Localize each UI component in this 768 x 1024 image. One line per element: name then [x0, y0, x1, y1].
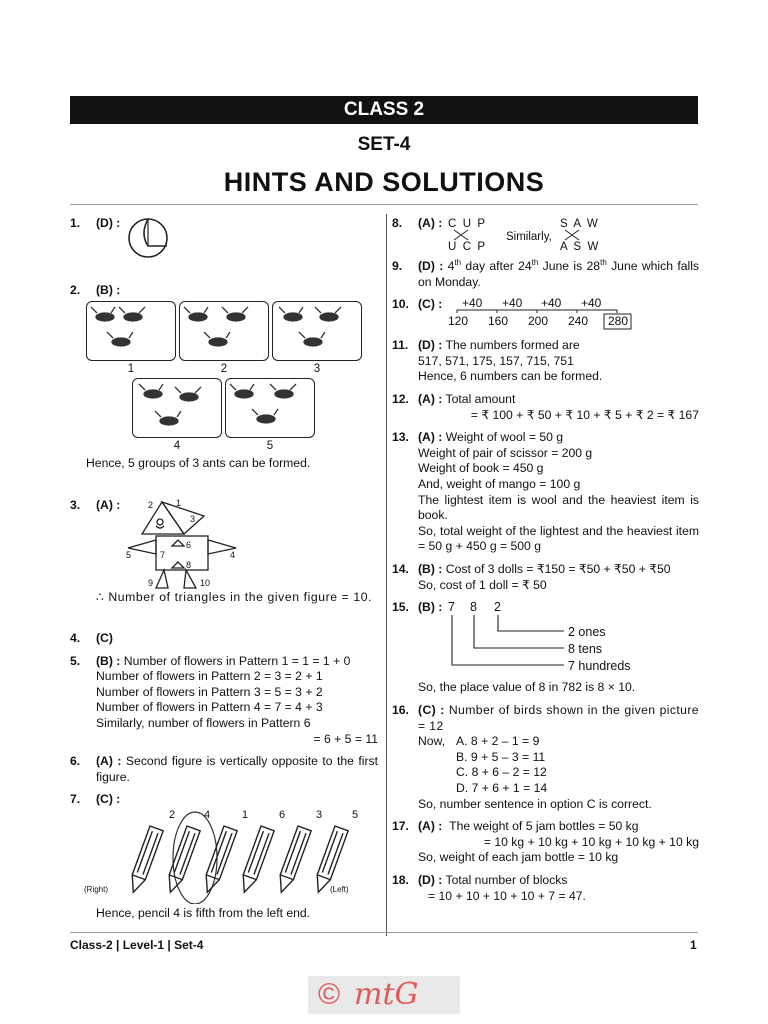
- word-top: C U P: [448, 218, 486, 230]
- answer-key: (D) :: [418, 338, 443, 353]
- fig-label: 4: [230, 550, 236, 560]
- ant-group-box: [132, 378, 222, 438]
- answer-key: (B) :: [418, 561, 443, 576]
- class-label: CLASS 2: [343, 99, 425, 120]
- solution-line: The numbers formed are: [445, 338, 580, 353]
- fig-label: 9: [148, 578, 154, 588]
- question-number: 14.: [392, 561, 409, 576]
- pencils-figure: [80, 804, 362, 904]
- solution-line: Weight of pair of scissor = 200 g: [418, 445, 593, 460]
- fig-label: 3: [190, 514, 196, 524]
- watermark-text: mtG: [354, 977, 419, 1012]
- copyright-icon: ©: [318, 978, 341, 1011]
- ants-icon: [87, 302, 174, 359]
- group-label: 5: [266, 439, 274, 452]
- question-5: [70, 654, 378, 748]
- solution-text: Second figure is vertically opposite to the first figure.: [96, 754, 378, 784]
- question-number: 12.: [392, 391, 409, 406]
- number-sequence-figure: [448, 295, 638, 331]
- question-2: [70, 283, 378, 491]
- solution-line: The lightest item is wool and the heaviest item is book.: [418, 492, 699, 523]
- question-number: 17.: [392, 819, 409, 834]
- solution-line: So, total weight of the lightest and the heaviest item = 50 g + 450 g = 500 g: [418, 523, 699, 554]
- question-10: [392, 297, 699, 331]
- step-label: +40: [502, 296, 523, 311]
- page-title: HINTS AND SOLUTIONS: [223, 167, 545, 197]
- fig-label: 2: [148, 500, 154, 510]
- question-number: 4.: [70, 631, 81, 645]
- answer-key: (C) :: [96, 792, 121, 807]
- right-column: [392, 216, 699, 911]
- question-number: 3.: [70, 498, 81, 512]
- solution-line: = 10 kg + 10 kg + 10 kg + 10 kg + 10 kg: [483, 834, 699, 849]
- answer-key: (B) :: [96, 283, 121, 297]
- pencil-number: 2: [169, 809, 176, 822]
- answer-key: (D) :: [96, 216, 121, 230]
- fig-label: 7: [160, 550, 166, 560]
- question-number: 7.: [70, 792, 81, 807]
- question-number: 6.: [70, 754, 81, 769]
- title-divider: [70, 204, 698, 205]
- similarly-label: Similarly,: [506, 231, 552, 243]
- answer-key: (B) :: [96, 653, 121, 668]
- solution-line: Number of flowers in Pattern 2 = 3 = 2 + 1: [96, 669, 323, 684]
- question-6: [70, 754, 378, 785]
- solution-text: ∴ Number of triangles in the given figure = 10.: [96, 590, 373, 604]
- digit: 8: [470, 600, 477, 615]
- sequence-value: 120: [448, 314, 469, 329]
- pencil-number: 6: [279, 809, 286, 822]
- solution-line: Weight of book = 450 g: [418, 461, 544, 476]
- set-title: SET-4: [357, 134, 411, 155]
- solution-line: = ₹ 100 + ₹ 50 + ₹ 10 + ₹ 5 + ₹ 2 = ₹ 167: [470, 407, 699, 422]
- question-number: 16.: [392, 703, 409, 718]
- question-number: 18.: [392, 873, 409, 888]
- solution-text: So, the place value of 8 in 782 is 8 × 10.: [418, 680, 636, 695]
- ants-icon: [226, 379, 313, 436]
- solution-line: Total amount: [445, 391, 516, 406]
- group-label: 1: [127, 363, 135, 375]
- question-18: [392, 873, 699, 904]
- footer-label: Class-2 | Level-1 | Set-4: [70, 938, 204, 952]
- group-label: 2: [220, 363, 228, 375]
- solution-text: Hence, pencil 4 is fifth from the left end.: [96, 906, 311, 921]
- solution-line: So, number sentence in option C is correct.: [418, 796, 652, 811]
- digit: 7: [448, 600, 455, 615]
- question-17: [392, 819, 699, 866]
- question-number: 1.: [70, 216, 81, 230]
- column-divider: [386, 214, 387, 936]
- answer-key: (B) :: [418, 600, 443, 615]
- answer-key: (A) :: [418, 430, 443, 445]
- question-3: [70, 498, 378, 624]
- question-number: 15.: [392, 600, 409, 615]
- solution-line: So, weight of each jam bottle = 10 kg: [418, 850, 619, 865]
- question-11: [392, 338, 699, 385]
- option-line: A. 8 + 2 – 1 = 9: [456, 734, 540, 749]
- step-label: +40: [462, 296, 483, 311]
- answer-key: (A) :: [96, 754, 122, 769]
- place-value-figure: [448, 598, 648, 678]
- place-label: 7 hundreds: [568, 659, 631, 674]
- footer-divider: [70, 932, 698, 933]
- word-bottom: U C P: [448, 241, 486, 252]
- solution-line: Number of flowers in Pattern 3 = 5 = 3 + 2: [96, 684, 323, 699]
- sequence-value: 240: [568, 314, 589, 329]
- answer-key: (D) :: [418, 259, 444, 273]
- solution-text: Hence, 5 groups of 3 ants can be formed.: [86, 456, 311, 471]
- solution-text: 4th day after 24th June is 28th June which falls on Monday.: [418, 257, 699, 289]
- answer-key: (A) :: [418, 819, 443, 834]
- option-line: C. 8 + 6 – 2 = 12: [456, 765, 547, 780]
- question-number: 9.: [392, 259, 403, 273]
- answer-key: (D) :: [418, 873, 443, 888]
- publisher-watermark: [308, 976, 460, 1014]
- question-number: 8.: [392, 216, 403, 230]
- page-number: 1: [690, 938, 697, 952]
- answer-key: (C) :: [418, 703, 445, 718]
- solution-line: So, cost of 1 doll = ₹ 50: [418, 577, 547, 592]
- question-12: [392, 392, 699, 423]
- left-column: [70, 216, 378, 929]
- pencil-number: 4: [204, 809, 211, 822]
- solution-line: Number of flowers in Pattern 1 = 1 = 1 + 0: [123, 653, 351, 668]
- circle-figure: [126, 216, 172, 262]
- solution-line: Similarly, number of flowers in Pattern 6: [96, 715, 311, 730]
- answer-key: (A) :: [418, 391, 443, 406]
- word-bottom: A S W: [560, 241, 599, 252]
- answer-key: (A) :: [418, 216, 443, 230]
- ant-group-box: [272, 301, 362, 361]
- solution-line: Total number of blocks: [445, 873, 568, 888]
- ants-icon: [273, 302, 360, 359]
- question-15: [392, 600, 699, 696]
- letter-swap-figure: [448, 214, 648, 252]
- place-label: 8 tens: [568, 642, 603, 657]
- option-line: D. 7 + 6 + 1 = 14: [456, 781, 548, 796]
- sequence-value: 280: [608, 314, 629, 329]
- question-1: [70, 216, 378, 276]
- group-label: 3: [313, 363, 321, 375]
- question-number: 2.: [70, 283, 81, 297]
- ants-icon: [180, 302, 267, 359]
- group-label: 4: [173, 439, 181, 452]
- question-number: 5.: [70, 653, 81, 668]
- solution-line: Hence, 6 numbers can be formed.: [418, 369, 603, 384]
- option-line: B. 9 + 5 – 3 = 11: [456, 749, 546, 764]
- question-4: [70, 631, 378, 647]
- question-14: [392, 562, 699, 593]
- solution-line: = 10 + 10 + 10 + 10 + 7 = 47.: [428, 888, 586, 903]
- place-label: 2 ones: [568, 625, 606, 640]
- sequence-value: 160: [488, 314, 509, 329]
- pencil-number: 1: [242, 809, 249, 822]
- ant-group-box: [179, 301, 269, 361]
- question-number: 13.: [392, 430, 409, 445]
- solution-line: Number of flowers in Pattern 4 = 7 = 4 + 3: [96, 700, 323, 715]
- solution-line: 517, 571, 175, 157, 715, 751: [418, 353, 574, 368]
- question-number: 11.: [392, 338, 409, 353]
- class-header-bar: [70, 96, 698, 124]
- ants-icon: [133, 379, 220, 436]
- digit: 2: [494, 600, 501, 615]
- solution-line: The weight of 5 jam bottles = 50 kg: [449, 819, 639, 834]
- now-label: Now,: [418, 734, 446, 749]
- solution-line: Number of birds shown in the given picture = 12: [418, 703, 699, 733]
- question-16: [392, 703, 699, 812]
- fig-label: 8: [186, 560, 192, 570]
- question-number: 10.: [392, 297, 409, 312]
- pencil-number: 3: [316, 809, 323, 822]
- ant-group-box: [86, 301, 176, 361]
- fig-label: 6: [186, 540, 192, 550]
- sequence-value: 200: [528, 314, 549, 329]
- question-13: [392, 430, 699, 555]
- fig-label: 10: [200, 578, 211, 588]
- answer-key: (A) :: [96, 498, 121, 512]
- step-label: +40: [541, 296, 562, 311]
- step-label: +40: [581, 296, 602, 311]
- word-top: S A W: [560, 218, 598, 230]
- question-7: [70, 792, 378, 922]
- solution-result: = 6 + 5 = 11: [313, 731, 378, 746]
- question-8: [392, 216, 699, 252]
- fig-label: 1: [176, 498, 182, 508]
- fig-label: 5: [126, 550, 132, 560]
- answer-key: (C): [96, 631, 113, 645]
- answer-key: (C) :: [418, 297, 443, 312]
- question-9: [392, 259, 699, 290]
- solution-line: And, weight of mango = 100 g: [418, 476, 581, 491]
- solution-line: Cost of 3 dolls = ₹150 = ₹50 + ₹50 + ₹50: [445, 561, 671, 576]
- pencil-number: 5: [352, 809, 359, 822]
- ant-group-box: [225, 378, 315, 438]
- solution-line: Weight of wool = 50 g: [445, 430, 564, 445]
- direction-label: (Left): [330, 885, 349, 895]
- direction-label: (Right): [84, 885, 109, 895]
- triangle-figure: [120, 496, 250, 594]
